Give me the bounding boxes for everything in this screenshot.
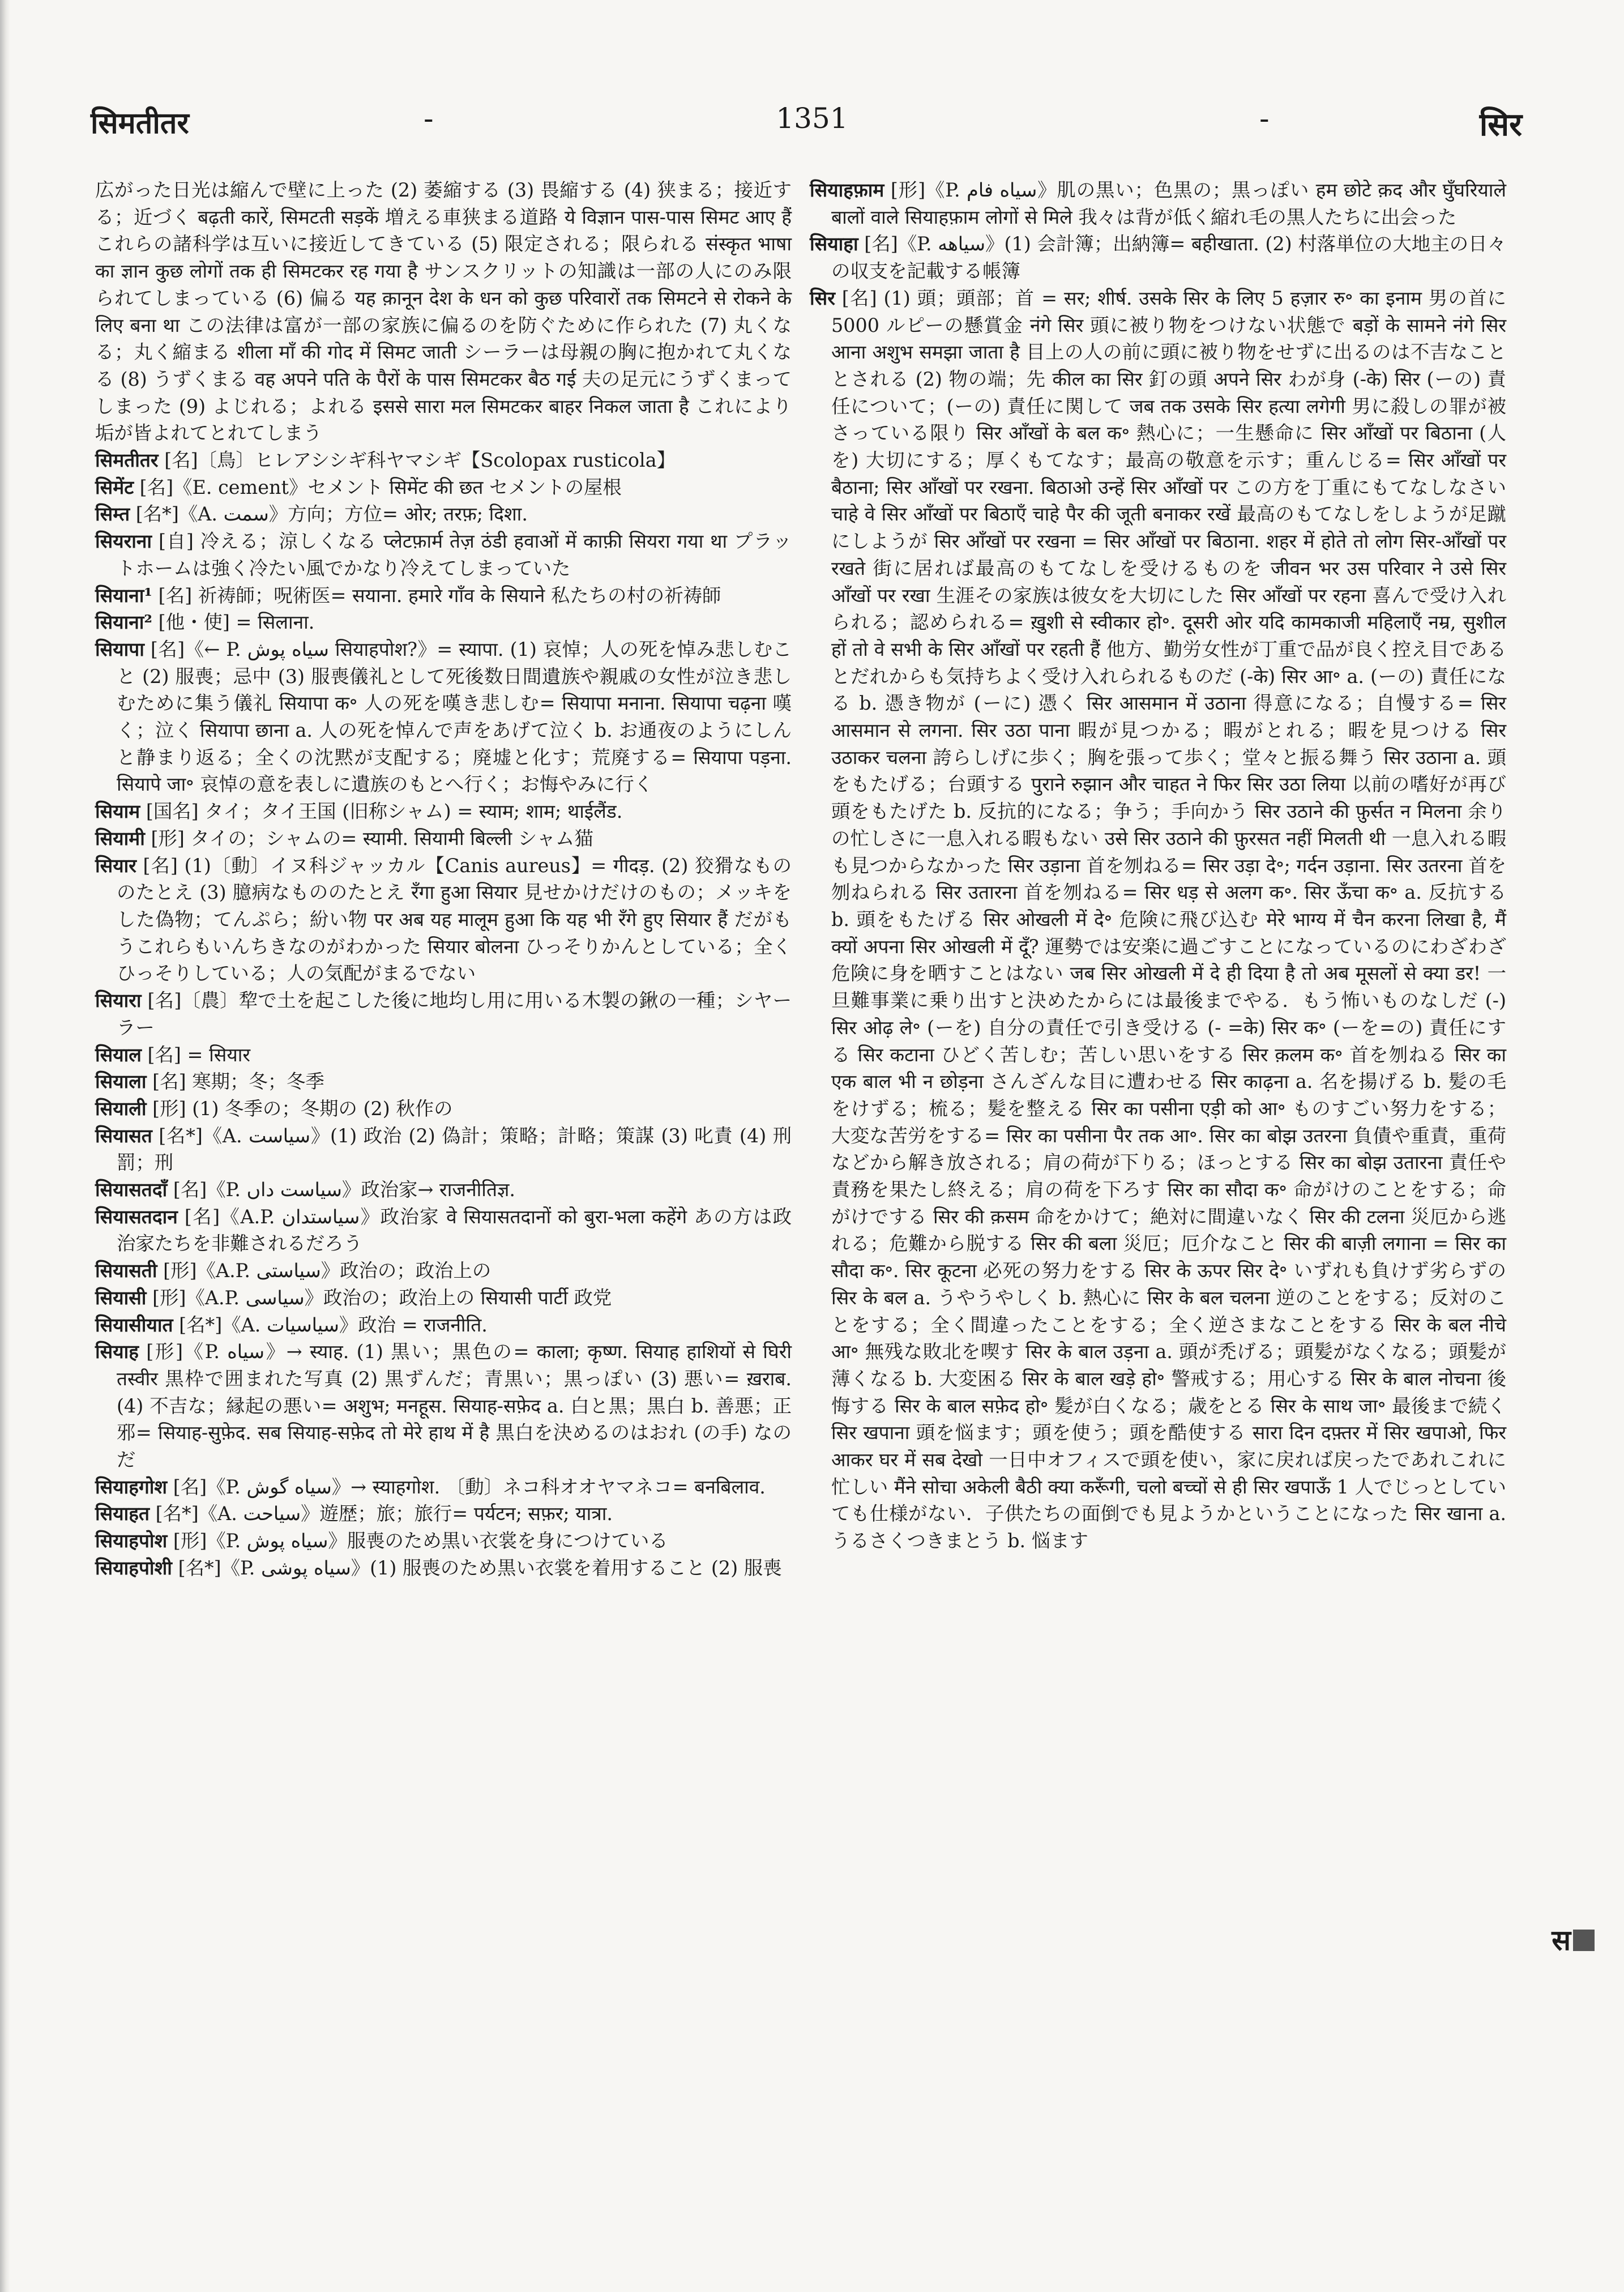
dictionary-entry (95, 798, 792, 825)
entry-headword: सियाहत (95, 1503, 149, 1525)
page-binding-edge (0, 0, 10, 2292)
entry-headword: सियाह (95, 1341, 139, 1363)
dictionary-entry (95, 528, 792, 582)
entry-headword: सियाल (95, 1043, 142, 1066)
entry-definition: [名]《E. cement》セメント सिमेंट की छत セメントの屋根 (139, 476, 622, 498)
dictionary-entry (95, 1527, 792, 1555)
entry-headword: सियाना² (95, 611, 153, 634)
entry-definition: [名*]《A. سیاحت》遊歴；旅；旅行= पर्यटन; सफ़र; यात्रा. (155, 1503, 613, 1525)
thumb-index-letter: स (1552, 1923, 1571, 1957)
entry-headword: सियाना¹ (95, 584, 153, 607)
entry-definition: [名*]《A. سمت》方向；方位= ओर; तरफ़; दिशा. (135, 503, 528, 526)
entry-definition: [名*]《P. سیاه پوشی》(1) 服喪のため黒い衣裳を着用すること (2) 服喪 (178, 1556, 782, 1579)
entry-definition: [形]《P. سیاه》→ स्याह. (1) 黒い；黒色の= काला; कृष्ण. सियाह हाशियों से घिरी तस्वीर 黒枠で囲まれた写真 (2) 黒ずんだ；青黒い；黒っぽい (3) 悪い= ख़राब. (4) 不吉な；縁起の悪い= अशुभ; मनहूस. सियाह-सफ़ेद a. 白と黒；黒白 b. 善悪；正邪= सियाह-सुफ़ेद. सब सियाह-सफ़ेद तो मेरे हाथ में है 黒白を決めるのはおれ (の手) なのだ (117, 1341, 792, 1471)
entry-definition: [他・使] = सिलाना. (158, 611, 315, 634)
entry-headword: सियाम (95, 800, 140, 823)
entry-definition: [名]《P. سیاه گوش》→ स्याहगोश. 〔動〕ネコ科オオヤマネコ= बनबिलाव. (173, 1475, 766, 1498)
header-dash-left: - (424, 102, 434, 136)
dictionary-entry (95, 447, 792, 474)
dictionary-entry (810, 285, 1506, 1555)
entry-headword: सिमतीतर (95, 449, 159, 472)
dictionary-entry (95, 501, 792, 528)
entry-headword: सियाहपोश (95, 1530, 168, 1552)
entry-definition: [名*]《A. سیاسیات》政治 = राजनीति. (179, 1313, 488, 1336)
entry-headword: सिमेंट (95, 476, 134, 498)
entry-headword: सियासतदान (95, 1205, 178, 1228)
entry-headword: सियाहा (810, 233, 858, 255)
page-number: 1351 (776, 102, 848, 135)
entry-headword: सियाली (95, 1097, 147, 1120)
dictionary-entry (95, 1203, 792, 1257)
entry-headword: सियाहफ़ाम (810, 179, 884, 201)
left-column (95, 177, 792, 1582)
entry-definition: [形]《A.P. سیاستی》政治の；政治上の (163, 1260, 492, 1282)
entry-headword: सियापा (95, 638, 144, 660)
entry-definition: [名]〔鳥〕ヒレアシシギ科ヤマシギ【Scolopax rusticola】 (164, 449, 676, 472)
entry-headword: सियासी (95, 1286, 147, 1309)
entry-definition: [名]《P. سیاست داں》政治家→ राजनीतिज्ञ. (173, 1179, 516, 1201)
entry-headword: सिम्त (95, 503, 130, 526)
entry-definition: [名]《A.P. سیاستدان》政治家 वे सियासतदानों को बुरा-भला कहेंगे あの方は政治家たちを非難されるだろう (117, 1205, 792, 1255)
entry-definition: 広がった日光は縮んで壁に上った (2) 萎縮する (3) 畏縮する (4) 狭まる；接近する；近づく बढ़ती कारें, सिमटती सड़कें 増える車狭まる道路 ये विज्ञान पास-पास सिमट आए हैं これらの諸科学は互いに接近してきている (5) 限定される；限られる संस्कृत भाषा का ज्ञान कुछ लोगों तक ही सिमटकर रह गया है サンスクリットの知識は一部の人にのみ限られてしまっている (6) 偏る यह क़ानून देश के धन को कुछ परिवारों तक सिमटने से रोकने के लिए बना था この法律は富が一部の家族に偏るのを防ぐために作られた (7) 丸くなる；丸く縮まる शीला माँ की गोद में सिमट जाती シーラーは母親の胸に抱かれて丸くなる (8) うずくまる वह अपने पति के पैरों के पास सिमटकर बैठ गई 夫の足元にうずくまってしまった (9) よじれる；よれる इससे सारा मल सिमटकर बाहर निकल जाता है これにより垢が皆よれてとれてしまう (95, 179, 792, 445)
dictionary-entry (95, 609, 792, 636)
dictionary-entry (95, 987, 792, 1041)
right-guide-word: सिर (1479, 106, 1522, 143)
entry-definition: [形]《A.P. سیاسی》政治の；政治上の सियासी पार्टी 政党 (152, 1286, 612, 1309)
entry-definition: [国名] タイ；タイ王国 (旧称シャム) = स्याम; शाम; थाईलैंड. (146, 800, 623, 823)
entry-definition: [形]《P. سیاه پوش》服喪のため黒い衣裳を身につけている (173, 1530, 668, 1552)
running-header (0, 102, 1624, 153)
entry-headword: सिर (810, 287, 835, 309)
dictionary-entry (95, 1338, 792, 1474)
dictionary-entry (95, 1122, 792, 1176)
thumb-index-tab (1552, 1920, 1595, 1958)
entry-headword: सियामी (95, 827, 145, 850)
dictionary-entry (95, 1312, 792, 1339)
dictionary-entry (95, 1042, 792, 1069)
entry-headword: सियार (95, 854, 136, 877)
entry-definition: [形] (1) 冬季の；冬期の (2) 秋作の (152, 1097, 453, 1120)
entry-definition: [名]〔農〕犂で土を起こした後に地均し用に用いる木製の鍬の一種；シヤーラー (117, 989, 792, 1039)
dictionary-entry (95, 1500, 792, 1527)
dictionary-entry (95, 177, 792, 447)
entry-definition: [名] (1) 頭；頭部；首 = सर; शीर्ष. उसके सिर के लिए 5 हज़ार रु॰ का इनाम 男の首に 5000 ルピーの懸賞金 नंगे सिर 頭に被り物をつけない状態で बड़ों के सामने नंगे सिर आना अशुभ समझा जाता है 目上の人の前に頭に被り物をせずに出るのは不吉なこととされる (2) 物の端；先 कील का सिर 釘の頭 अपने सिर わが身 (-के) सिर (ーの) 責任について；(ーの) 責任に関して जब तक उसके सिर हत्या लगेगी 男に殺しの罪が被さっている限り सिर आँखों के बल क॰ 熱心に；一生懸命に सिर आँखों पर बिठाना (人を) 大切にする；厚くもてなす；最高の敬意を示す；重んじる= सिर आँखों पर बैठाना; सिर आँखों पर रखना. बिठाओ उन्हें सिर आँखों पर この方を丁重にもてなしなさい चाहे वे सिर आँखों पर बिठाएँ चाहे पैर की जूती बनाकर रखें 最高のもてなしをしようが足蹴にしようが सिर आँखों पर रखना = सिर आँखों पर बिठाना. शहर में होते तो लोग सिर-आँखों पर रखते 街に居れば最高のもてなしを受けるものを जीवन भर उस परिवार ने उसे सिर आँखों पर रखा 生涯その家族は彼女を大切にした सिर आँखों पर रहना 喜んで受け入れられる；認められる= ख़ुशी से स्वीकार हो॰. दूसरी ओर यदि कामकाजी महिलाएँ नम्र, सुशील हों तो वे सभी के सिर आँखों पर रहती हैं 他方、勤労女性が丁重で品が良く控え目であるとだれからも気持ちよく受け入れられるものだ (-के) सिर आ॰ a. (ーの) 責任になる b. 憑き物が (ーに) 憑く सिर आसमान में उठाना 得意になる；自慢する= सिर आसमान से लगना. सिर उठा पाना 暇が見つかる；暇がとれる；暇を見つける सिर उठाकर चलना 誇らしげに歩く；胸を張って歩く；堂々と振る舞う सिर उठाना a. 頭をもたげる；台頭する पुराने रुझान और चाहत ने फिर सिर उठा लिया 以前の嗜好が再び頭をもたげた b. 反抗的になる；争う；手向かう सिर उठाने की फ़ुर्सत न मिलना 余りの忙しさに一息入れる暇もない उसे सिर उठाने की फ़ुरसत नहीं मिलती थी 一息入れる暇も見つからなかった सिर उड़ाना 首を刎ねる= सिर उड़ा दे॰; गर्दन उड़ाना. सिर उतरना 首を刎ねられる सिर उतारना 首を刎ねる= सिर धड़ से अलग क॰. सिर ऊँचा क॰ a. 反抗する b. 頭をもたげる सिर ओखली में दे॰ 危険に飛び込む मेरे भाग्य में चैन करना लिखा है, मैं क्यों अपना सिर ओखली में दूँ? 運勢では安楽に過ごすことになっているのにわざわざ危険に身を晒すことはない जब सिर ओखली में दे ही दिया है तो अब मूसलों से क्या डर! 一旦難事業に乗り出すと決めたからには最後までやる．もう怖いものなしだ (-) सिर ओढ़ ले॰ (ーを) 自分の責任で引き受ける (- =के) सिर क॰ (ーを=の) 責任にする सिर कटाना ひどく苦しむ；苦しい思いをする सिर क़लम क॰ 首を刎ねる सिर का एक बाल भी न छोड़ना さんざんな目に遭わせる सिर काढ़ना a. 名を揚げる b. 髪の毛をけずる；梳る；髪を整える सिर का पसीना एड़ी को आ॰ ものすごい努力をする；大変な苦労をする= सिर का पसीना पैर तक आ॰. सिर का बोझ उतरना 負債や重責，重荷などから解き放される；肩の荷が下りる；ほっとする सिर का बोझ उतारना 責任や責務を果たし終える；肩の荷を下ろす सिर का सौदा क॰ 命がけのことをする；命がけでする सिर की क़सम 命をかけて；絶対に間違いなく सिर की टलना 災厄から逃れる；危難から脱する सिर की बला 災厄；厄介なこと सिर की बाज़ी लगाना = सिर का सौदा क॰. सिर कूटना 必死の努力をする सिर के ऊपर सिर दे॰ いずれも負けず劣らずの सिर के बल a. うやうやしく b. 熱心に सिर के बल चलना 逆のことをする；反対のことをする；全く間違ったことをする；全く逆さまなことをする सिर के बल नीचे आ॰ 無残な敗北を喫す सिर के बाल उड़ना a. 頭が禿げる；頭髪がなくなる；頭髪が薄くなる b. 大変困る सिर के बाल खड़े हो॰ 警戒する；用心する सिर के बाल नोचना 後悔する सिर के बाल सफ़ेद हो॰ 髪が白くなる；歳をとる सिर के साथ जा॰ 最後まで続く सिर खपाना 頭を悩ます；頭を使う；頭を酷使する सारा दिन दफ़्तर में सिर खपाओ, फिर आकर घर में सब देखो 一日中オフィスで頭を使い，家に戻れば戻ったであれこれに忙しい मैंने सोचा अकेली बैठी क्या करूँगी, चलो बच्चों से ही सिर खपाऊँ 1 人でじっとしていても仕様がない．子供たちの面倒でも見ようかということになった सिर खाना a. うるさくつきまとう b. 悩ます (831, 287, 1506, 1552)
entry-definition: [名]《← P. سیاه پوش सियाहपोश?》= स्यापा. (1) 哀悼；人の死を悼み悲しむこと (2) 服喪；忌中 (3) 服喪儀礼として死後数日間遺族や親戚の女性が泣き悲しむために集う儀礼 सियापा क॰ 人の死を嘆き悲しむ= सियापा मनाना. सियापा चढ़ना 嘆く；泣く सियापा छाना a. 人の死を悼んで声をあげて泣く b. お通夜のようにしんと静まり返る；全くの沈黙が支配する；廃墟と化す；荒廃する= सियापा पड़ना. सियापे जा॰ 哀悼の意を表しに遺族のもとへ行く；お悔やみに行く (117, 638, 792, 796)
dictionary-entry (95, 474, 792, 501)
entry-definition: [名*]《A. سیاست》(1) 政治 (2) 偽計；策略；計略；策謀 (3) 叱責 (4) 刑罰；刑 (117, 1124, 792, 1174)
entry-headword: सियाहगोश (95, 1475, 168, 1498)
entry-headword: सियासत (95, 1124, 152, 1147)
entry-definition: [自] 冷える；涼しくなる प्लेटफ़ार्म तेज़ ठंडी हवाओं में काफ़ी सियरा गया था プラットホームは強く冷たい風でかなり冷えてしまっていた (117, 530, 792, 579)
entry-definition: [名] (1)〔動〕イヌ科ジャッカル【Canis aureus】= गीदड़. (2) 狡猾なもののたとえ (3) 臆病なもののたとえ रँगा हुआ सियार 見せかけだけのもの；メッキをした偽物；てんぷら；紛い物 पर अब यह मालूम हुआ कि यह भी रँगे हुए सियार हैं だがもうこれらもいんちきなのがわかった सियार बोलना ひっそりかんとしている；全くひっそりしている；人の気配がまるでない (117, 854, 792, 985)
entry-headword: सियासतदाँ (95, 1179, 168, 1201)
entry-definition: [形]《P. سیاه فام》肌の黒い；色黒の；黒っぽい हम छोटे क़द और घुँघरियाले बालों वाले सियाहफ़ाम लोगों से मिले 我々は背が低く縮れ毛の黒人たちに出会った (831, 179, 1507, 228)
entry-headword: सियारा (95, 989, 142, 1012)
entry-headword: सियाहपोशी (95, 1556, 172, 1579)
entry-definition: [名] = सियार (147, 1043, 251, 1066)
right-column (810, 177, 1506, 1555)
entry-definition: [名] 祈祷師；呪術医= सयाना. हमारे गाँव के सियाने 私たちの村の祈祷師 (158, 584, 721, 607)
dictionary-entry (810, 177, 1506, 231)
left-guide-word: सिमतीतर (91, 106, 189, 140)
dictionary-entry (95, 1095, 792, 1122)
dictionary-entry (95, 1257, 792, 1284)
entry-definition: [名]《P. سیاهه》(1) 会計簿；出納簿= बहीखाता. (2) 村落単位の大地主の日々の収支を記載する帳簿 (831, 233, 1506, 283)
entry-headword: सियाला (95, 1070, 147, 1093)
thumb-index-marker (1573, 1930, 1595, 1951)
dictionary-entry (95, 1068, 792, 1095)
dictionary-entry (95, 636, 792, 798)
dictionary-entry (95, 1176, 792, 1203)
entry-definition: [形] タイの；シャムの= स्यामी. सियामी बिल्ली シャム猫 (151, 827, 593, 850)
dictionary-entry (95, 852, 792, 988)
entry-headword: सियासीयात (95, 1313, 173, 1336)
dictionary-entry (95, 1284, 792, 1312)
dictionary-entry (95, 582, 792, 609)
dictionary-entry (95, 1555, 792, 1582)
dictionary-entry (95, 825, 792, 852)
entry-definition: [名] 寒期；冬；冬季 (152, 1070, 324, 1093)
entry-headword: सियासती (95, 1260, 157, 1282)
dictionary-entry (810, 231, 1506, 284)
entry-headword: सियराना (95, 530, 152, 553)
dictionary-entry (95, 1474, 792, 1501)
header-dash-right: - (1259, 102, 1270, 136)
